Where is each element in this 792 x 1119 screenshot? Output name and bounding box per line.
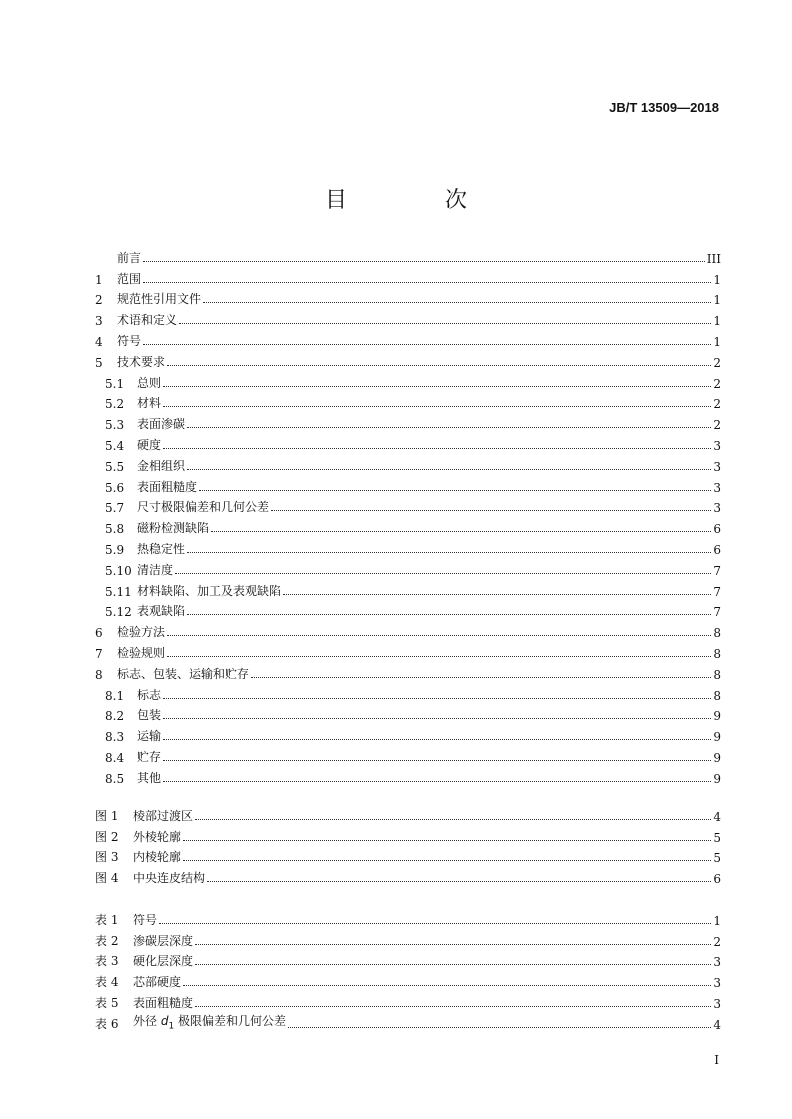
toc-entry-page: 4: [713, 1017, 721, 1032]
toc-entry[interactable]: [95, 515, 721, 536]
toc-entry-label: 尺寸极限偏差和几何公差: [137, 500, 270, 515]
toc-entry-page: 6: [713, 542, 721, 557]
dot-leader: [271, 510, 711, 511]
dot-leader: [159, 923, 711, 924]
toc-entry-number: 表 5: [95, 995, 119, 1010]
toc-entry-number: 6: [95, 626, 103, 641]
toc-entry-label: 硬度: [137, 437, 162, 452]
toc-entry-label: 检验方法: [117, 625, 166, 640]
toc-entry[interactable]: [95, 432, 721, 453]
dot-leader: [163, 698, 711, 699]
toc-entry-number: 2: [95, 293, 103, 308]
toc-entry[interactable]: [95, 949, 721, 970]
toc-entry[interactable]: [95, 578, 721, 599]
toc-entry-number: 8.4: [105, 750, 125, 765]
dot-leader: [175, 573, 711, 574]
dot-leader: [183, 860, 711, 861]
toc-entry-page: 2: [713, 376, 721, 391]
toc-entry[interactable]: [95, 824, 721, 845]
dot-leader: [207, 881, 711, 882]
toc-entry-number: 8: [95, 667, 103, 682]
toc-entry-label: 前言: [117, 250, 142, 265]
toc-entry-number: 表 1: [95, 912, 119, 927]
toc-entry[interactable]: [95, 349, 721, 370]
toc-entry-number: 图 2: [95, 829, 119, 844]
dot-leader: [167, 365, 711, 366]
label-prefix: 外径: [133, 1014, 161, 1029]
toc-entry-number: 5.12: [105, 605, 132, 620]
toc-entry[interactable]: [95, 907, 721, 928]
dot-leader: [163, 781, 711, 782]
toc-entry-number: 8.5: [105, 771, 125, 786]
toc-entry[interactable]: [95, 557, 721, 578]
toc-entry-number: 5.7: [105, 501, 125, 516]
toc-entry[interactable]: [95, 765, 721, 786]
toc-entry-number: 表 2: [95, 933, 119, 948]
toc-entry-label: 内棱轮廓: [133, 850, 182, 865]
toc-entry-page: 2: [713, 397, 721, 412]
dot-leader: [203, 302, 711, 303]
toc-entry-page: 3: [713, 976, 721, 991]
figure-list: [95, 803, 721, 886]
dot-leader: [179, 323, 711, 324]
toc-entry-number: 7: [95, 646, 103, 661]
toc-entry-page: 1: [713, 334, 721, 349]
toc-entry-page: 4: [713, 809, 721, 824]
dot-leader: [143, 282, 711, 283]
toc-entry-page: 3: [713, 480, 721, 495]
toc-entry-page: 3: [713, 438, 721, 453]
toc-entry[interactable]: [95, 928, 721, 949]
dot-leader: [211, 531, 711, 532]
table-list: [95, 907, 721, 1032]
toc-entry-number: 5.3: [105, 418, 125, 433]
toc-entry-number: 图 4: [95, 871, 119, 886]
toc-entry-label: 热稳定性: [137, 541, 186, 556]
dot-leader: [187, 614, 711, 615]
toc-entry-page: 7: [713, 605, 721, 620]
toc-entry-label: [133, 1012, 286, 1031]
toc-entry-page: 9: [713, 730, 721, 745]
toc-entry-label: 符号: [117, 333, 142, 348]
toc-entry-number: 5.5: [105, 459, 125, 474]
toc-entry[interactable]: [95, 969, 721, 990]
toc-entry-page: 5: [713, 851, 721, 866]
toc-entry-page: 2: [713, 934, 721, 949]
toc-entry-page: 1: [713, 272, 721, 287]
toc-entry[interactable]: [95, 640, 721, 661]
toc-entry-number: 图 3: [95, 850, 119, 865]
dot-leader: [187, 552, 711, 553]
toc-entry-number: 5: [95, 355, 103, 370]
toc-entry-number: 5.8: [105, 522, 125, 537]
toc-entry-page: 9: [713, 709, 721, 724]
toc-entry[interactable]: [95, 307, 721, 328]
dot-leader: [195, 944, 711, 945]
toc-entry[interactable]: [95, 287, 721, 308]
dot-leader: [195, 1006, 711, 1007]
toc-entry-number: 5.10: [105, 563, 132, 578]
toc-entry-number: 5.11: [105, 584, 132, 599]
toc-entry-label: 标志: [137, 687, 162, 702]
toc-entry[interactable]: [95, 661, 721, 682]
toc-entry-label: 贮存: [137, 749, 162, 764]
dot-leader: [288, 1027, 711, 1028]
toc-entry[interactable]: [95, 370, 721, 391]
toc-entry[interactable]: [95, 803, 721, 824]
toc-entry-label: 磁粉检测缺陷: [137, 521, 210, 536]
dot-leader: [163, 386, 711, 387]
toc-entry-page: 8: [713, 667, 721, 682]
dot-leader: [163, 760, 711, 761]
toc-entry[interactable]: [95, 703, 721, 724]
toc-entry[interactable]: [95, 266, 721, 287]
toc-entry-label: 规范性引用文件: [117, 292, 202, 307]
toc-entry-page: 6: [713, 872, 721, 887]
dot-leader: [167, 635, 711, 636]
toc-entry[interactable]: [95, 682, 721, 703]
toc-entry-label: 清洁度: [137, 562, 174, 577]
toc-entry-page: 3: [713, 955, 721, 970]
toc-entry[interactable]: [95, 845, 721, 866]
toc-entry-page: 7: [713, 563, 721, 578]
toc-entry[interactable]: [95, 990, 721, 1011]
toc-list: [95, 245, 721, 786]
toc-entry-label: 表观缺陷: [137, 604, 186, 619]
toc-entry-number: 1: [95, 272, 103, 287]
toc-entry-number: 8.3: [105, 730, 125, 745]
toc-entry-label: 材料: [137, 396, 162, 411]
toc-entry-label: 标志、包装、运输和贮存: [117, 666, 250, 681]
toc-entry[interactable]: [95, 411, 721, 432]
toc-entry-number: 表 6: [95, 1016, 119, 1031]
dot-leader: [163, 739, 711, 740]
toc-entry-label: 符号: [133, 912, 158, 927]
dot-leader: [183, 985, 711, 986]
label-suffix: 极限偏差和几何公差: [174, 1014, 287, 1029]
toc-entry[interactable]: [95, 599, 721, 620]
toc-entry-page: 9: [713, 750, 721, 765]
dot-leader: [283, 594, 711, 595]
toc-entry-number: 8.1: [105, 688, 125, 703]
toc-entry-page: III: [706, 251, 721, 266]
toc-entry-label: 总则: [137, 375, 162, 390]
dot-leader: [195, 964, 711, 965]
toc-entry-page: 8: [713, 688, 721, 703]
toc-entry-label: 表面粗糙度: [133, 995, 194, 1010]
toc-entry-number: 4: [95, 334, 103, 349]
toc-entry-page: 9: [713, 771, 721, 786]
label-variable: d: [160, 1014, 169, 1029]
dot-leader: [163, 448, 711, 449]
toc-entry[interactable]: [95, 495, 721, 516]
toc-entry-page: 3: [713, 996, 721, 1011]
toc-entry-number: 5.2: [105, 397, 125, 412]
toc-entry-label: 棱部过渡区: [133, 808, 194, 823]
dot-leader: [251, 677, 711, 678]
dot-leader: [163, 406, 711, 407]
toc-entry[interactable]: [95, 536, 721, 557]
toc-entry-label: 表面粗糙度: [137, 479, 198, 494]
toc-entry-label: 术语和定义: [117, 313, 178, 328]
toc-entry-number: 8.2: [105, 709, 125, 724]
toc-entry-number: 表 3: [95, 954, 119, 969]
dot-leader: [183, 840, 711, 841]
toc-entry[interactable]: [95, 328, 721, 349]
page-title: 目 次: [324, 188, 505, 213]
standard-code: JB/T 13509—2018: [609, 100, 719, 115]
toc-entry-number: 表 4: [95, 975, 119, 990]
toc-entry[interactable]: [95, 744, 721, 765]
toc-entry[interactable]: [95, 1011, 721, 1032]
toc-entry[interactable]: [95, 723, 721, 744]
toc-entry-label: 渗碳层深度: [133, 933, 194, 948]
dot-leader: [195, 819, 711, 820]
toc-entry-label: 范围: [117, 271, 142, 286]
toc-entry-label: 外棱轮廓: [133, 829, 182, 844]
dot-leader: [187, 427, 711, 428]
toc-entry-label: 运输: [137, 729, 162, 744]
label-subscript: 1: [168, 1021, 175, 1032]
toc-entry-page: 3: [713, 459, 721, 474]
toc-entry-page: 1: [713, 293, 721, 308]
toc-entry-page: 6: [713, 522, 721, 537]
toc-entry-page: 2: [713, 355, 721, 370]
toc-entry-label: 芯部硬度: [133, 975, 182, 990]
toc-entry-number: 5.4: [105, 438, 125, 453]
toc-entry-label: 包装: [137, 708, 162, 723]
toc-entry[interactable]: [95, 245, 721, 266]
toc-entry-label: 其他: [137, 770, 162, 785]
toc-entry[interactable]: [95, 474, 721, 495]
toc-entry-number: 5.6: [105, 480, 125, 495]
toc-entry-number: 图 1: [95, 808, 119, 823]
toc-entry[interactable]: [95, 865, 721, 886]
toc-entry-number: 5.1: [105, 376, 125, 391]
toc-entry-number: 5.9: [105, 542, 125, 557]
toc-entry-page: 7: [713, 584, 721, 599]
dot-leader: [199, 490, 711, 491]
toc-entry-label: 中央连皮结构: [133, 871, 206, 886]
toc-entry-label: 材料缺陷、加工及表观缺陷: [137, 583, 282, 598]
toc-entry-number: 3: [95, 314, 103, 329]
toc-entry-page: 3: [713, 501, 721, 516]
toc-entry-page: 1: [713, 913, 721, 928]
dot-leader: [143, 344, 711, 345]
toc-entry-page: 2: [713, 418, 721, 433]
page-number: I: [714, 1053, 719, 1067]
toc-entry-label: 技术要求: [117, 354, 166, 369]
toc-entry[interactable]: [95, 619, 721, 640]
toc-entry[interactable]: [95, 453, 721, 474]
toc-entry-page: 5: [713, 830, 721, 845]
toc-entry-page: 8: [713, 626, 721, 641]
dot-leader: [167, 656, 711, 657]
toc-entry-label: 表面渗碳: [137, 417, 186, 432]
toc-entry-page: 1: [713, 314, 721, 329]
dot-leader: [187, 469, 711, 470]
toc-entry-label: 检验规则: [117, 645, 166, 660]
dot-leader: [163, 718, 711, 719]
dot-leader: [143, 261, 705, 262]
toc-entry[interactable]: [95, 391, 721, 412]
toc-entry-label: 硬化层深度: [133, 954, 194, 969]
toc-entry-page: 8: [713, 646, 721, 661]
toc-entry-label: 金相组织: [137, 458, 186, 473]
